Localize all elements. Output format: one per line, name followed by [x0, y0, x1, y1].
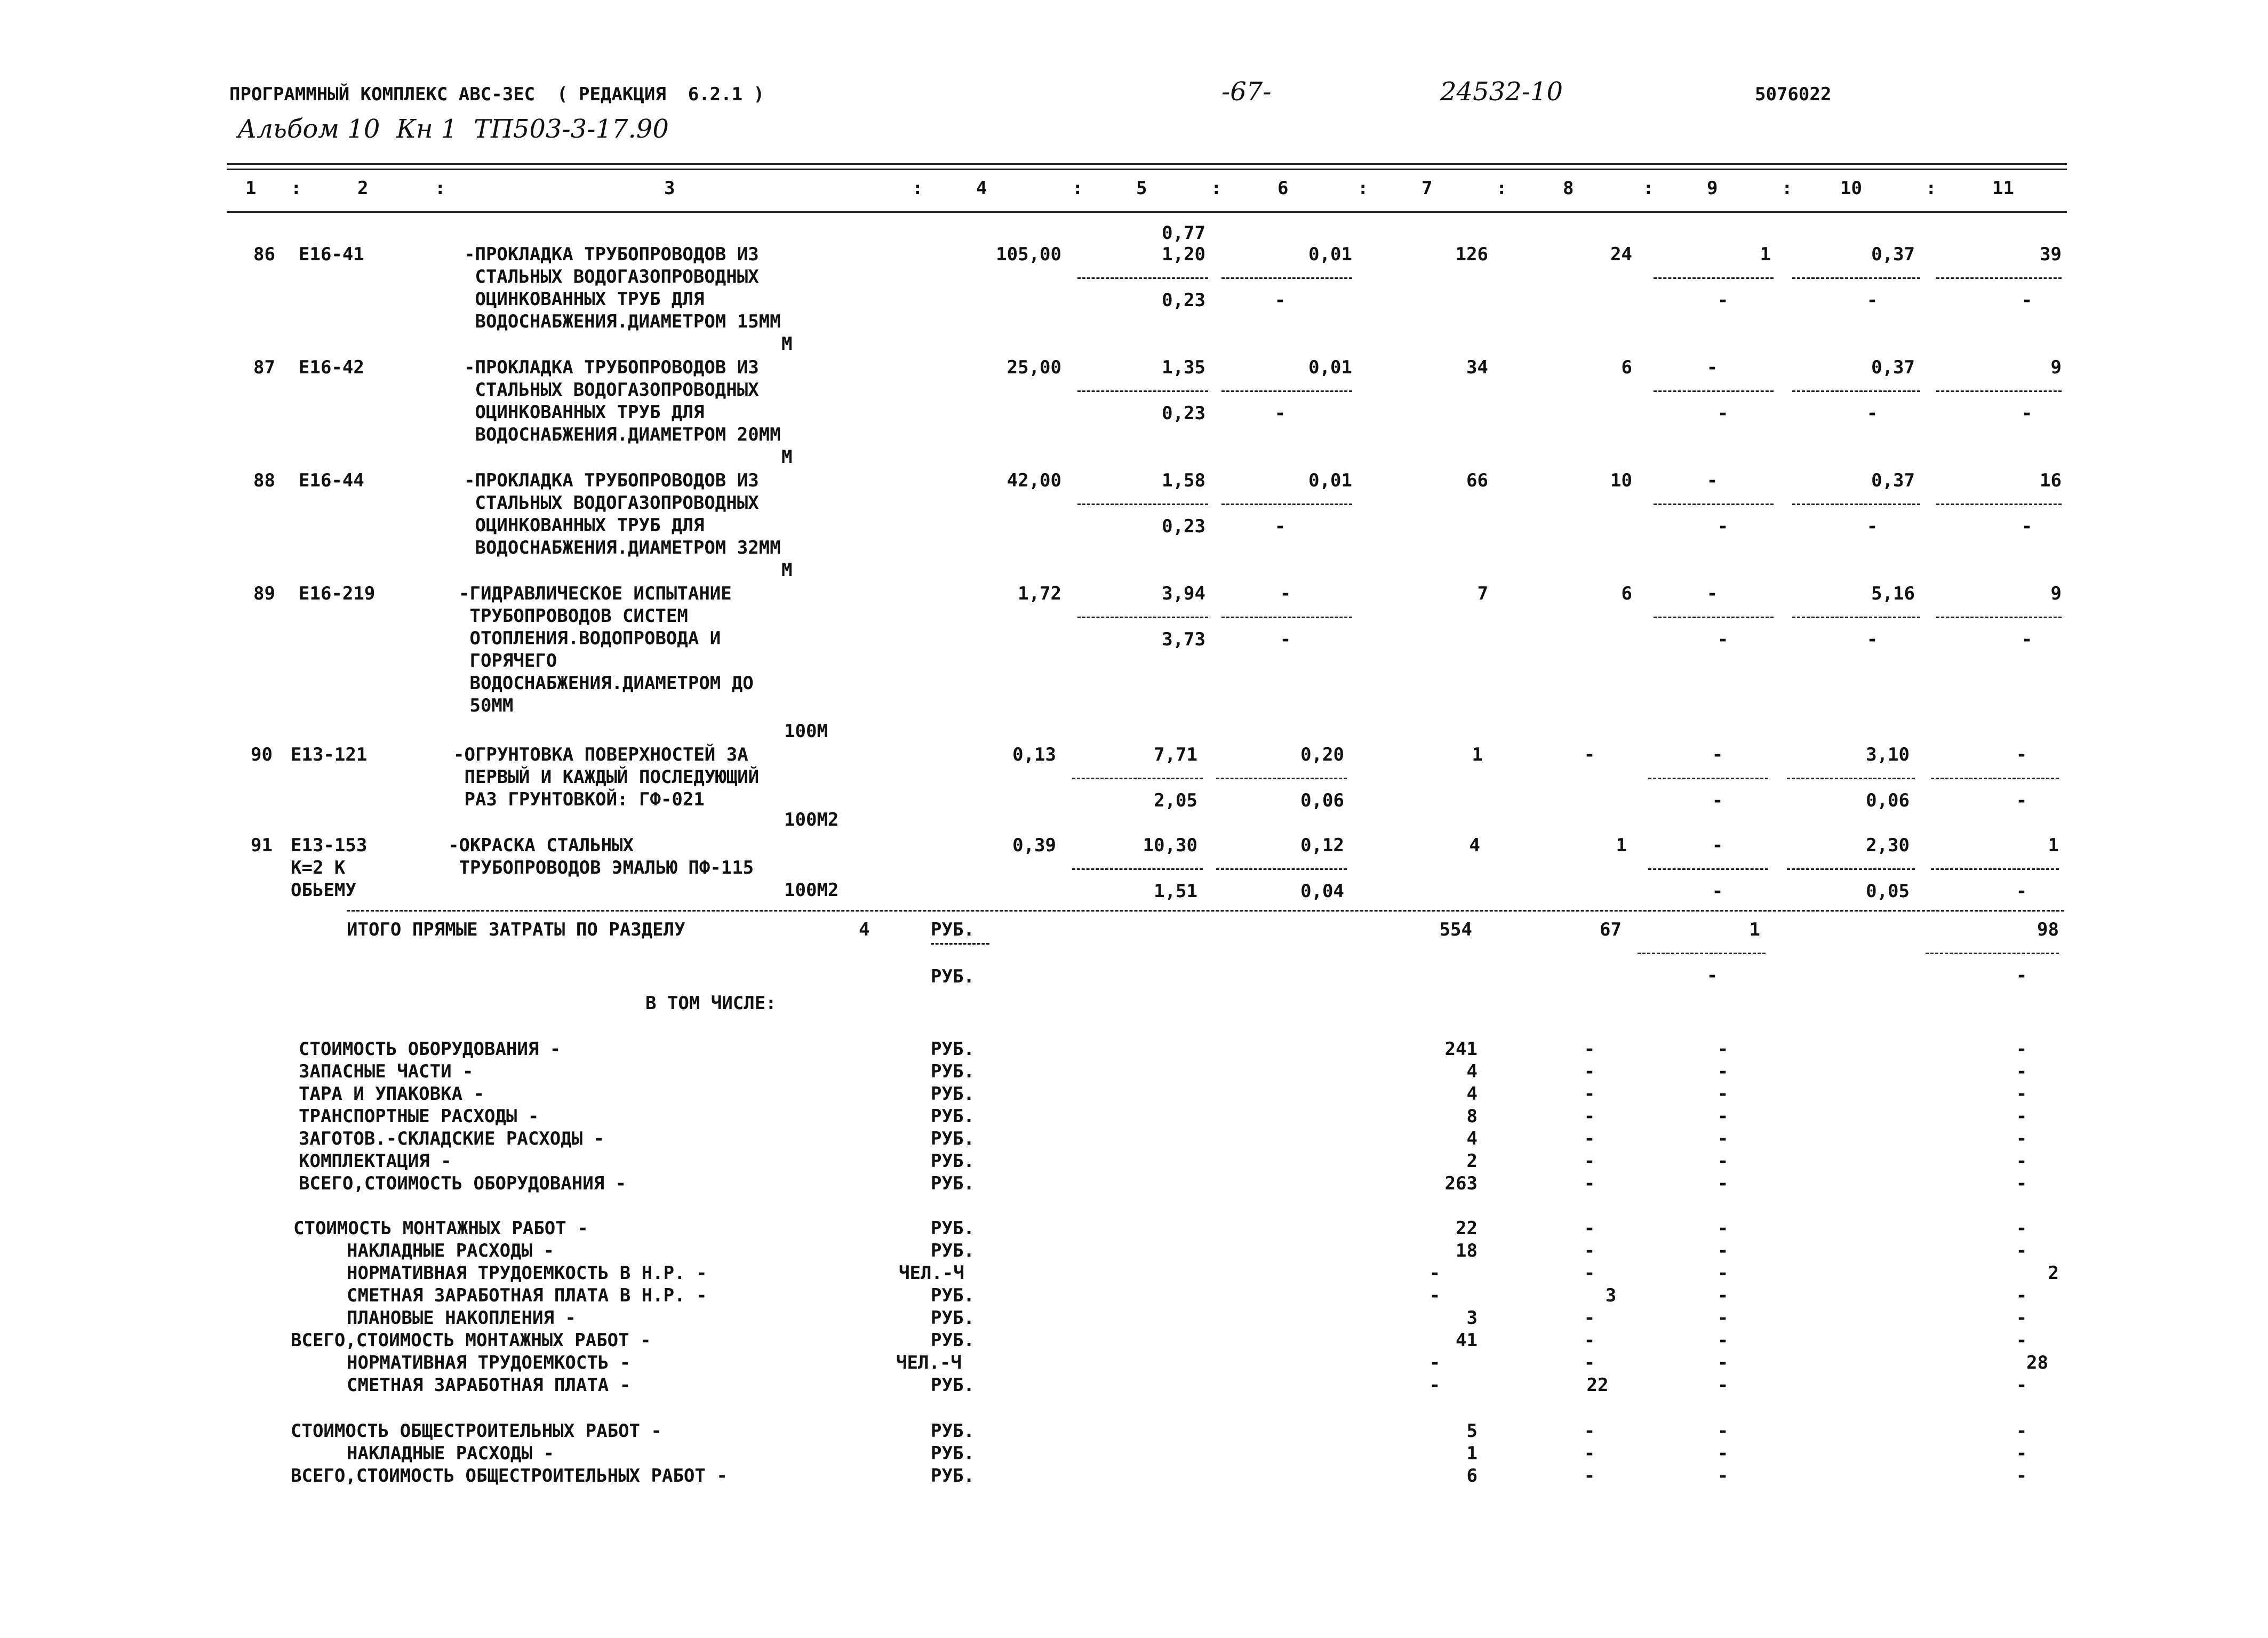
summary-unit: РУБ.	[931, 1150, 975, 1172]
summary-c8: 3	[1605, 1285, 1617, 1306]
cell-c9-b: -	[1717, 403, 1729, 424]
cell-c5-b: 1,51	[1154, 881, 1197, 902]
page-number: -67-	[1221, 77, 1272, 107]
cell-c9-b: -	[1712, 790, 1723, 811]
cell-c6-b: 0,04	[1300, 881, 1344, 902]
summary-c8: -	[1584, 1218, 1595, 1239]
cell-c10: 3,10	[1866, 744, 1910, 765]
cell-c5-b: 3,73	[1162, 629, 1205, 650]
cell-c5: 1,35	[1162, 357, 1205, 378]
row-number: 91	[251, 835, 273, 856]
cell-c5-b: 0,23	[1162, 290, 1205, 311]
totals-c8: 67	[1600, 919, 1622, 940]
cell-c10: 0,37	[1871, 357, 1915, 378]
summary-label: ВСЕГО,СТОИМОСТЬ ОБОРУДОВАНИЯ -	[299, 1173, 627, 1194]
cell-c8: 10	[1610, 470, 1632, 491]
summary-c11: -	[2016, 1083, 2027, 1105]
row-unit: М	[781, 560, 793, 581]
summary-c7: 18	[1456, 1240, 1478, 1261]
cell-c11-b: -	[2021, 516, 2033, 537]
summary-unit: РУБ.	[931, 1307, 975, 1329]
totals-unit-2: РУБ.	[931, 966, 975, 987]
cell-c11: 16	[2040, 470, 2062, 491]
cell-c4: 42,00	[1007, 470, 1061, 491]
cell-c4: 0,39	[1012, 835, 1056, 856]
summary-c9: -	[1717, 1240, 1729, 1261]
summary-c7: 5	[1466, 1420, 1478, 1442]
cell-c5: 3,94	[1162, 583, 1205, 604]
summary-c8: -	[1584, 1240, 1595, 1261]
row-code-line3: ОБЬЕМУ	[291, 880, 356, 901]
summary-unit: ЧЕЛ.-Ч	[896, 1352, 962, 1373]
summary-c11: -	[2016, 1443, 2027, 1464]
cell-c6-b: 0,06	[1300, 790, 1344, 811]
row-code: Е16-44	[299, 470, 364, 491]
summary-label: КОМПЛЕКТАЦИЯ -	[299, 1150, 452, 1172]
summary-c8: -	[1584, 1173, 1595, 1194]
col-8: 8	[1563, 178, 1574, 199]
row-code: Е16-42	[299, 357, 364, 378]
row-unit: 100М	[784, 721, 828, 742]
cell-c8: 1	[1616, 835, 1627, 856]
summary-unit: РУБ.	[931, 1420, 975, 1442]
cell-c11: 9	[2050, 357, 2062, 378]
cell-c10-b: 0,06	[1866, 790, 1910, 811]
summary-c7: 2	[1466, 1150, 1478, 1172]
totals-c11-b: -	[2016, 965, 2027, 986]
row-number: 86	[253, 244, 275, 265]
summary-c7: 4	[1466, 1061, 1478, 1082]
cell-c10: 0,37	[1871, 244, 1915, 265]
row-description: -ПРОКЛАДКА ТРУБОПРОВОДОВ ИЗ СТАЛЬНЫХ ВОДОГАЗОПРОВОДНЫХ ОЦИНКОВАННЫХ ТРУБ ДЛЯ ВОДОСНАБЖЕНИЯ.ДИАМЕТРОМ 15ММ	[464, 244, 781, 332]
summary-c9: -	[1717, 1307, 1729, 1329]
cell-c7: 126	[1455, 244, 1488, 265]
cell-c4: 0,13	[1012, 744, 1056, 765]
col-4: 4	[976, 178, 987, 199]
cell-c11: 1	[2048, 835, 2059, 856]
cell-c5-b: 2,05	[1154, 790, 1197, 811]
summary-label: СМЕТНАЯ ЗАРАБОТНАЯ ПЛАТА -	[347, 1375, 631, 1396]
summary-label: СТОИМОСТЬ ОБОРУДОВАНИЯ -	[299, 1038, 561, 1060]
cell-c7: 34	[1466, 357, 1488, 378]
totals-section: 4	[859, 919, 870, 940]
row-unit: 100М2	[784, 809, 839, 830]
summary-unit: РУБ.	[931, 1240, 975, 1261]
summary-label: ВСЕГО,СТОИМОСТЬ МОНТАЖНЫХ РАБОТ -	[291, 1330, 651, 1351]
cell-c10-b: -	[1866, 629, 1878, 650]
cell-c9: -	[1712, 744, 1723, 765]
summary-c11: -	[2016, 1061, 2027, 1082]
summary-c7: 1	[1466, 1443, 1478, 1464]
summary-unit: РУБ.	[931, 1443, 975, 1464]
cell-c6: 0,01	[1308, 470, 1352, 491]
totals-c9: 1	[1749, 919, 1760, 940]
summary-c9: -	[1717, 1285, 1729, 1306]
row-code: Е13-121	[291, 744, 368, 765]
summary-c9: -	[1717, 1263, 1729, 1284]
summary-c9: -	[1717, 1465, 1729, 1487]
totals-c7: 554	[1439, 919, 1472, 940]
summary-c8: -	[1584, 1061, 1595, 1082]
including-heading: В ТОМ ЧИСЛЕ:	[645, 993, 777, 1014]
cell-c6-b: -	[1274, 290, 1286, 311]
cell-c11: 39	[2040, 244, 2062, 265]
row-unit: М	[781, 446, 793, 468]
summary-c11: -	[2016, 1375, 2027, 1396]
col-3: 3	[664, 178, 675, 199]
cell-c11: -	[2016, 744, 2027, 765]
totals-rule	[347, 910, 2064, 912]
summary-c7: 3	[1466, 1307, 1478, 1329]
col-2: 2	[357, 178, 369, 199]
summary-unit: РУБ.	[931, 1330, 975, 1351]
summary-c7: -	[1429, 1375, 1441, 1396]
cell-c9: -	[1706, 583, 1718, 604]
totals-c11: 98	[2037, 919, 2059, 940]
cell-c9-b: -	[1717, 629, 1729, 650]
table-top-rule-2	[227, 169, 2067, 170]
summary-c8: -	[1584, 1106, 1595, 1127]
row-description: -ПРОКЛАДКА ТРУБОПРОВОДОВ ИЗ СТАЛЬНЫХ ВОДОГАЗОПРОВОДНЫХ ОЦИНКОВАННЫХ ТРУБ ДЛЯ ВОДОСНАБЖЕНИЯ.ДИАМЕТРОМ 32ММ	[464, 470, 781, 558]
summary-label: ТРАНСПОРТНЫЕ РАСХОДЫ -	[299, 1106, 539, 1127]
summary-c7: -	[1429, 1263, 1441, 1284]
cell-c7: 7	[1477, 583, 1488, 604]
summary-c8: -	[1584, 1465, 1595, 1487]
summary-c8: -	[1584, 1263, 1595, 1284]
summary-c9: -	[1717, 1061, 1729, 1082]
document-number: 5076022	[1755, 84, 1832, 105]
row-code: Е16-41	[299, 244, 364, 265]
cell-c9-b: -	[1712, 881, 1723, 902]
summary-label: ЗАПАСНЫЕ ЧАСТИ -	[299, 1061, 474, 1082]
cell-c8: -	[1584, 744, 1595, 765]
summary-label: ЗАГОТОВ.-СКЛАДСКИЕ РАСХОДЫ -	[299, 1128, 605, 1149]
cell-c6: 0,20	[1300, 744, 1344, 765]
summary-c7: 263	[1444, 1173, 1478, 1194]
col-5: 5	[1136, 178, 1147, 199]
row-number: 87	[253, 357, 275, 378]
cell-c11-b: -	[2021, 403, 2033, 424]
cell-c4: 105,00	[996, 244, 1061, 265]
summary-c9: -	[1717, 1420, 1729, 1442]
summary-c11: -	[2016, 1465, 2027, 1487]
cell-c9-b: -	[1717, 516, 1729, 537]
cell-c6-b: -	[1274, 403, 1286, 424]
summary-c8: -	[1584, 1128, 1595, 1149]
row-code: Е16-219	[299, 583, 376, 604]
cell-c10-b: -	[1866, 290, 1878, 311]
cell-c5-b: 0,23	[1162, 516, 1205, 537]
summary-c11: -	[2016, 1150, 2027, 1172]
summary-c7: 4	[1466, 1083, 1478, 1105]
summary-c11: -	[2016, 1420, 2027, 1442]
summary-unit: РУБ.	[931, 1173, 975, 1194]
totals-c9-b: -	[1706, 965, 1718, 986]
summary-c9: -	[1717, 1352, 1729, 1373]
cell-c9: -	[1706, 357, 1718, 378]
cell-c7: 1	[1472, 744, 1483, 765]
summary-c8: -	[1584, 1083, 1595, 1105]
summary-label: ТАРА И УПАКОВКА -	[299, 1083, 484, 1105]
row-number: 88	[253, 470, 275, 491]
cell-c4: 1,72	[1018, 583, 1061, 604]
summary-label: СТОИМОСТЬ МОНТАЖНЫХ РАБОТ -	[293, 1218, 588, 1239]
summary-c11: -	[2016, 1330, 2027, 1351]
summary-c11: -	[2016, 1173, 2027, 1194]
row-unit: М	[781, 333, 793, 355]
cell-c11-b: -	[2021, 290, 2033, 311]
summary-c7: 241	[1444, 1038, 1478, 1060]
cell-c11-b: -	[2016, 881, 2027, 902]
cell-c8: 6	[1621, 583, 1632, 604]
summary-c9: -	[1717, 1173, 1729, 1194]
summary-c9: -	[1717, 1038, 1729, 1060]
cell-c6-b: -	[1280, 629, 1291, 650]
summary-c8: -	[1584, 1038, 1595, 1060]
cell-c10: 0,37	[1871, 470, 1915, 491]
program-title: ПРОГРАММНЫЙ КОМПЛЕКС АВС-ЗЕС ( РЕДАКЦИЯ 6.2.1 )	[229, 84, 765, 105]
summary-c8: -	[1584, 1150, 1595, 1172]
cell-c6: -	[1280, 583, 1291, 604]
row-number: 89	[253, 583, 275, 604]
summary-label: ПЛАНОВЫЕ НАКОПЛЕНИЯ -	[347, 1307, 576, 1329]
summary-c9: -	[1717, 1083, 1729, 1105]
cell-c6-b: -	[1274, 516, 1286, 537]
summary-c9: -	[1717, 1150, 1729, 1172]
summary-c8: -	[1584, 1443, 1595, 1464]
cell-c11-b: -	[2016, 790, 2027, 811]
cell-c10-b: -	[1866, 403, 1878, 424]
summary-c7: -	[1429, 1352, 1441, 1373]
totals-label: ИТОГО ПРЯМЫЕ ЗАТРАТЫ ПО РАЗДЕЛУ	[347, 919, 685, 940]
cell-c5: 1,20	[1162, 244, 1205, 265]
summary-c11: -	[2016, 1038, 2027, 1060]
cell-c9: -	[1706, 470, 1718, 491]
cell-c10: 2,30	[1866, 835, 1910, 856]
totals-unit: РУБ.	[931, 919, 975, 940]
col-10: 10	[1840, 178, 1862, 199]
summary-c9: -	[1717, 1106, 1729, 1127]
summary-label: НАКЛАДНЫЕ РАСХОДЫ -	[347, 1240, 554, 1261]
document-code: 24532-10	[1440, 77, 1563, 107]
row-number: 90	[251, 744, 273, 765]
cell-c8: 6	[1621, 357, 1632, 378]
cell-c4: 25,00	[1007, 357, 1061, 378]
cell-c10-b: -	[1866, 516, 1878, 537]
cell-c11: 9	[2050, 583, 2062, 604]
summary-unit: РУБ.	[931, 1375, 975, 1396]
row-description: -ГИДРАВЛИЧЕСКОЕ ИСПЫТАНИЕ ТРУБОПРОВОДОВ СИСТЕМ ОТОПЛЕНИЯ.ВОДОПРОВОДА И ГОРЯЧЕГО ВОДОСНАБЖЕНИЯ.ДИАМЕТРОМ ДО 50ММ	[459, 583, 754, 716]
summary-c9: -	[1717, 1128, 1729, 1149]
summary-c11: 28	[2026, 1352, 2048, 1373]
summary-label: НОРМАТИВНАЯ ТРУДОЕМКОСТЬ В Н.Р. -	[347, 1263, 707, 1284]
summary-c8: -	[1584, 1420, 1595, 1442]
summary-c9: -	[1717, 1218, 1729, 1239]
cell-c9: -	[1712, 835, 1723, 856]
col-11: 11	[1992, 178, 2014, 199]
table-top-rule	[227, 163, 2067, 165]
summary-unit: РУБ.	[931, 1106, 975, 1127]
row-description: -ОКРАСКА СТАЛЬНЫХ ТРУБОПРОВОДОВ ЭМАЛЬЮ ПФ-115	[448, 835, 754, 878]
table-header-rule	[227, 211, 2067, 213]
summary-unit: РУБ.	[931, 1061, 975, 1082]
summary-c9: -	[1717, 1443, 1729, 1464]
col-6: 6	[1277, 178, 1289, 199]
summary-unit: ЧЕЛ.-Ч	[899, 1263, 964, 1284]
row-description: -ОГРУНТОВКА ПОВЕРХНОСТЕЙ ЗА ПЕРВЫЙ И КАЖДЫЙ ПОСЛЕДУЮЩИЙ РАЗ ГРУНТОВКОЙ: ГФ-021	[453, 744, 760, 810]
col-9: 9	[1707, 178, 1718, 199]
summary-c7: 22	[1456, 1218, 1478, 1239]
summary-label: СТОИМОСТЬ ОБЩЕСТРОИТЕЛЬНЫХ РАБОТ -	[291, 1420, 662, 1442]
summary-unit: РУБ.	[931, 1218, 975, 1239]
summary-unit: РУБ.	[931, 1285, 975, 1306]
summary-c11: -	[2016, 1106, 2027, 1127]
row-code-line2: К=2 К	[291, 857, 346, 878]
summary-label: НАКЛАДНЫЕ РАСХОДЫ -	[347, 1443, 554, 1464]
album-reference: Альбом 10 Кн 1 ТП503-3-17.90	[237, 114, 669, 144]
cell-c5: 10,30	[1143, 835, 1197, 856]
cell-c5-pre: 0,77	[1162, 222, 1205, 244]
summary-c8: -	[1584, 1352, 1595, 1373]
cell-c7: 4	[1469, 835, 1480, 856]
summary-c9: -	[1717, 1375, 1729, 1396]
cell-c5: 7,71	[1154, 744, 1197, 765]
summary-c7: -	[1429, 1285, 1441, 1306]
summary-c8: -	[1584, 1307, 1595, 1329]
cell-c11-b: -	[2021, 629, 2033, 650]
cell-c10: 5,16	[1871, 583, 1915, 604]
summary-c7: 41	[1456, 1330, 1478, 1351]
cell-c10-b: 0,05	[1866, 881, 1910, 902]
summary-c11: 2	[2048, 1263, 2059, 1284]
summary-c11: -	[2016, 1285, 2027, 1306]
summary-c7: 6	[1466, 1465, 1478, 1487]
summary-c8: -	[1584, 1330, 1595, 1351]
summary-c7: 8	[1466, 1106, 1478, 1127]
cell-c5-b: 0,23	[1162, 403, 1205, 424]
col-7: 7	[1422, 178, 1433, 199]
summary-c9: -	[1717, 1330, 1729, 1351]
summary-c11: -	[2016, 1307, 2027, 1329]
summary-c8: 22	[1586, 1375, 1609, 1396]
cell-c9: 1	[1760, 244, 1771, 265]
row-description: -ПРОКЛАДКА ТРУБОПРОВОДОВ ИЗ СТАЛЬНЫХ ВОДОГАЗОПРОВОДНЫХ ОЦИНКОВАННЫХ ТРУБ ДЛЯ ВОДОСНАБЖЕНИЯ.ДИАМЕТРОМ 20ММ	[464, 357, 781, 445]
summary-c11: -	[2016, 1218, 2027, 1239]
summary-c11: -	[2016, 1240, 2027, 1261]
col-1: 1	[245, 178, 257, 199]
summary-label: ВСЕГО,СТОИМОСТЬ ОБЩЕСТРОИТЕЛЬНЫХ РАБОТ -	[291, 1465, 728, 1487]
summary-unit: РУБ.	[931, 1465, 975, 1487]
summary-label: СМЕТНАЯ ЗАРАБОТНАЯ ПЛАТА В Н.Р. -	[347, 1285, 707, 1306]
cell-c6: 0,01	[1308, 244, 1352, 265]
summary-unit: РУБ.	[931, 1083, 975, 1105]
summary-c11: -	[2016, 1128, 2027, 1149]
row-unit: 100М2	[784, 880, 839, 901]
row-code: Е13-153	[291, 835, 368, 856]
cell-c6: 0,01	[1308, 357, 1352, 378]
summary-unit: РУБ.	[931, 1128, 975, 1149]
summary-c7: 4	[1466, 1128, 1478, 1149]
cell-c7: 66	[1466, 470, 1488, 491]
summary-label: НОРМАТИВНАЯ ТРУДОЕМКОСТЬ -	[347, 1352, 631, 1373]
cell-c6: 0,12	[1300, 835, 1344, 856]
cell-c5: 1,58	[1162, 470, 1205, 491]
summary-unit: РУБ.	[931, 1038, 975, 1060]
cell-c8: 24	[1610, 244, 1632, 265]
cell-c9-b: -	[1717, 290, 1729, 311]
